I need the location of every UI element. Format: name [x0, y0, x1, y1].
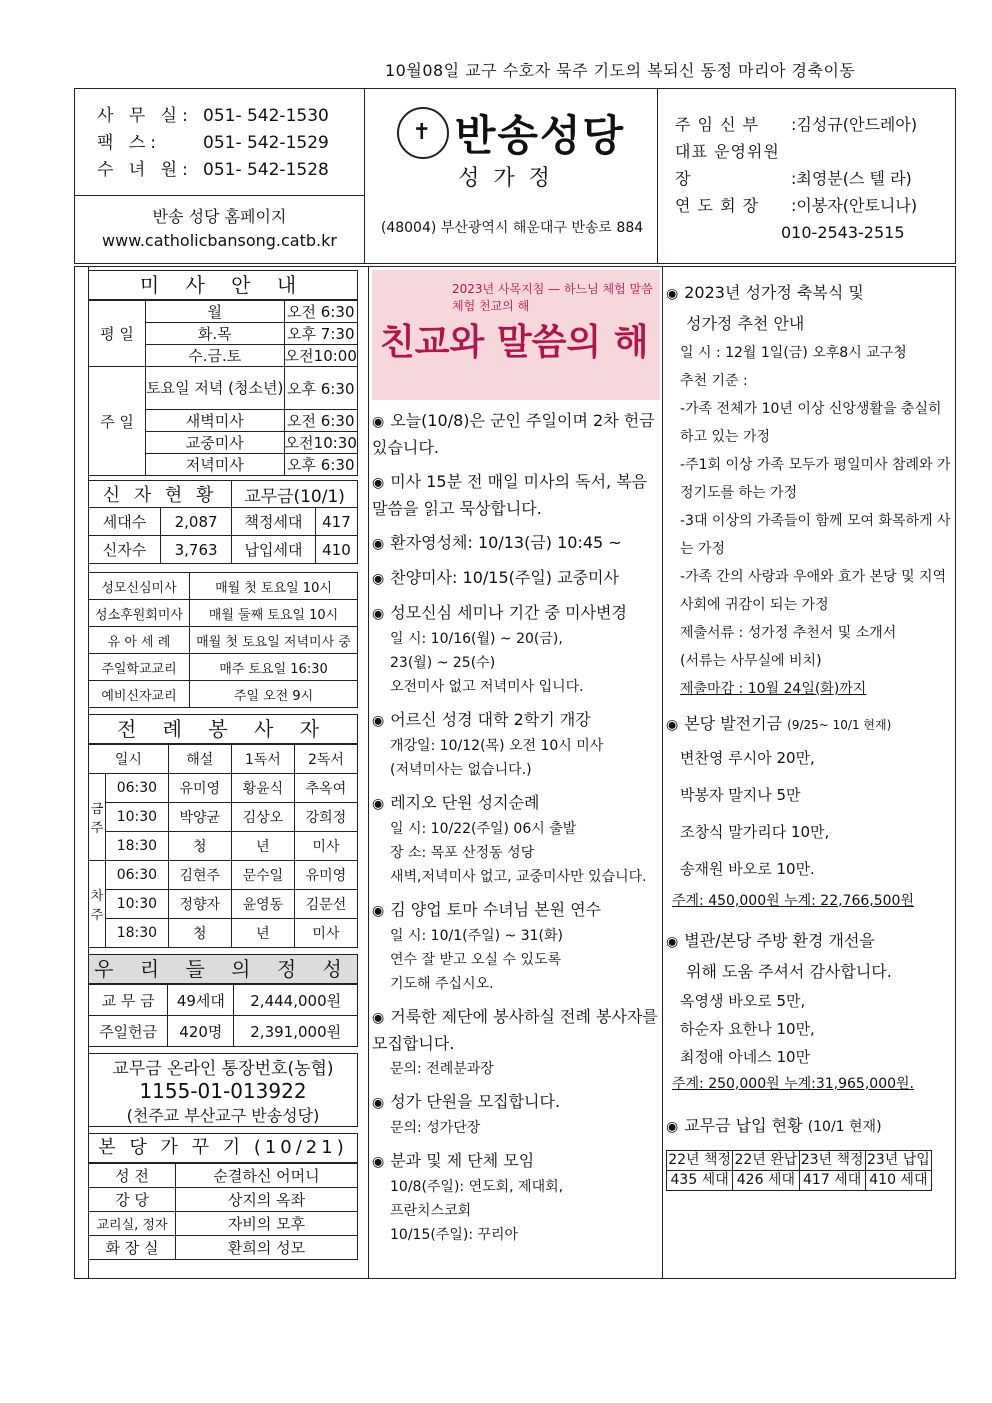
liturgy-cell: 윤영동	[231, 890, 294, 919]
homepage-url[interactable]: www.catholicbansong.catb.kr	[102, 231, 337, 250]
schedule-name: 성모신심미사	[89, 573, 190, 600]
mass-time: 오전 6:30	[284, 301, 357, 323]
bank-box	[88, 1053, 358, 1127]
notice-line: 23(월) ~ 25(수)	[390, 655, 496, 671]
liturgy-cell: 청	[168, 832, 231, 861]
notice-title: 어르신 성경 대학 2학기 개강	[390, 710, 591, 729]
bullet-icon: ◉	[372, 571, 385, 587]
mass-day: 새벽미사	[146, 410, 285, 432]
decoration-place: 성 전	[89, 1164, 176, 1188]
dues-value: 410 세대	[865, 1171, 931, 1191]
bank-number: 1155-01-013922	[139, 1079, 307, 1103]
notice-title: 김 양업 토마 수녀님 본원 연수	[390, 900, 602, 919]
schedule-name: 주일학교교리	[89, 654, 190, 681]
mass-time: 오전10:30	[284, 432, 357, 454]
liturgy-header: 2독서	[294, 745, 357, 774]
notice-title: 거룩한 제단에 봉사하실 전례 봉사자를 모집합니다.	[372, 1007, 658, 1053]
bullet-icon: ◉	[372, 1095, 385, 1111]
dues-value: 426 세대	[733, 1171, 799, 1191]
homepage-info	[75, 205, 364, 253]
notice-line: 문의: 전례분과장	[390, 1061, 494, 1077]
decoration-name: 환희의 성모	[176, 1236, 358, 1260]
schedule-time: 매월 첫 토요일 저녁미사 중	[190, 627, 358, 654]
fund-line: 변찬영 루시아 20만,	[680, 749, 815, 767]
offering-cell: 교 무 금	[89, 985, 168, 1016]
banner-title: 친교와 말씀의 해	[380, 322, 649, 363]
notice-title: 분과 및 제 단체 모임	[390, 1151, 535, 1170]
feast-line: 10월08일 교구 수호자 묵주 기도의 복되신 동정 마리아 경축이동	[385, 61, 856, 80]
fund-line: 박봉자 말지나 5만	[680, 786, 801, 804]
status-cell: 책정세대	[232, 508, 316, 536]
church-logo	[365, 103, 657, 192]
fund-line: 조창식 말가리다 10만,	[680, 823, 830, 841]
notice-line: 프란치스코회	[390, 1203, 472, 1219]
dues-date: (10/1 현재)	[807, 1119, 882, 1135]
membership-table	[88, 480, 358, 564]
liturgy-cell: 유미영	[168, 774, 231, 803]
year-theme-banner	[372, 270, 660, 400]
family-line: 추천 기준 :	[680, 373, 748, 389]
mass-time: 오후 7:30	[284, 323, 357, 345]
mass-title: 미 사 안 내	[88, 270, 358, 300]
mass-time: 오후 6:30	[284, 367, 357, 410]
liturgy-table	[88, 744, 358, 948]
family-title: 2023년 성가정 축복식 및	[684, 283, 864, 302]
notice-item	[372, 530, 660, 557]
bullet-icon: ◉	[666, 1119, 679, 1135]
fund-line: 송재원 바오로 10만.	[680, 860, 815, 878]
church-name: 반송성당	[454, 111, 626, 160]
family-deadline: 제출마감 : 10월 24일(화)까지	[680, 681, 867, 697]
mass-day: 토요일 저녁 (청소년)	[146, 367, 285, 410]
bullet-icon: ◉	[372, 713, 385, 729]
notice-title: 성가 단원을 모집합니다.	[390, 1092, 561, 1111]
offering-cell: 2,391,000원	[234, 1016, 358, 1047]
liturgy-title: 전 례 봉 사 자	[88, 714, 358, 744]
decoration-title: 본 당 가 꾸 기 (10/21)	[88, 1133, 358, 1163]
notice-item	[372, 408, 660, 461]
decoration-place: 교리실, 정자	[89, 1212, 176, 1236]
liturgy-cell: 년	[231, 832, 294, 861]
decoration-table	[88, 1163, 358, 1260]
dues-title: 교무금 납입 현황	[684, 1116, 803, 1135]
bullet-icon: ◉	[372, 475, 385, 491]
liturgy-cell: 추옥여	[294, 774, 357, 803]
office-label: 사 무 실:	[97, 106, 193, 126]
left-column	[88, 270, 358, 1260]
mass-time: 오전 6:30	[284, 410, 357, 432]
bullet-icon: ◉	[372, 414, 385, 430]
bulletin-subtitle: 성가정	[458, 165, 564, 191]
decoration-place: 화 장 실	[89, 1236, 176, 1260]
bullet-icon: ◉	[372, 606, 385, 622]
liturgy-cell: 18:30	[106, 919, 169, 948]
family-title2: 성가정 추천 안내	[686, 314, 805, 333]
dues-header: 22년 책정	[667, 1151, 733, 1171]
bullet-icon: ◉	[666, 286, 679, 302]
bullet-icon: ◉	[372, 796, 385, 812]
fax-number: 051- 542-1529	[203, 133, 329, 153]
notice-title: 오늘(10/8)은 군인 주일이며 2차 헌금 있습니다.	[372, 411, 655, 457]
status-cell: 세대수	[89, 508, 161, 536]
next-week-label: 차주	[89, 861, 106, 948]
church-address: (48004) 부산광역시 해운대구 반송로 884	[380, 220, 644, 236]
notice-line: (저녁미사는 없습니다.)	[390, 762, 532, 778]
liturgy-cell: 김문선	[294, 890, 357, 919]
notice-item	[372, 565, 660, 592]
schedule-table	[88, 572, 358, 708]
status-cell: 신자수	[89, 536, 161, 564]
church-emblem-icon: ✝	[397, 107, 449, 159]
staff-label: 연 도 회 장	[675, 196, 760, 215]
notice-item	[372, 790, 660, 889]
status-cell: 410	[315, 536, 357, 564]
notice-item	[372, 469, 660, 522]
staff-phone: 010-2543-2515	[781, 223, 905, 242]
notice-line: 장 소: 목포 산정동 성당	[390, 845, 535, 861]
offering-cell: 주일헌금	[89, 1016, 168, 1047]
notice-title: 레지오 단원 성지순례	[390, 793, 540, 812]
notice-line: 기도해 주십시오.	[390, 976, 494, 992]
liturgy-cell: 유미영	[294, 861, 357, 890]
sunday-label: 주 일	[89, 367, 146, 476]
liturgy-cell: 10:30	[106, 803, 169, 832]
bank-title: 교무금 온라인 통장번호(농협)	[112, 1059, 334, 1079]
mass-day: 교중미사	[146, 432, 285, 454]
offering-title: 우 리 들 의 정 성	[88, 954, 358, 984]
status-cell: 3,763	[161, 536, 232, 564]
mass-day: 월	[146, 301, 285, 323]
notice-line: 오전미사 없고 저녁미사 입니다.	[390, 679, 584, 695]
liturgy-cell: 청	[168, 919, 231, 948]
staff-label: 대표 운영위원장	[675, 142, 780, 188]
notice-title: 성모신심 세미나 기간 중 미사변경	[390, 603, 627, 622]
status-cell: 납입세대	[232, 536, 316, 564]
fund-period: (9/25~ 10/1 현재)	[787, 718, 892, 732]
notice-item	[372, 1089, 660, 1140]
kitchen-line: 최정애 아네스 10만	[680, 1048, 811, 1066]
right-column	[666, 278, 952, 1191]
family-line: -3대 이상의 가족들이 함께 모여 화목하게 사는 가정	[680, 513, 951, 557]
header-box	[74, 88, 956, 264]
mass-day: 수.금.토	[146, 345, 285, 367]
liturgy-cell: 정향자	[168, 890, 231, 919]
liturgy-cell: 황윤식	[231, 774, 294, 803]
family-line: (서류는 사무실에 비치)	[680, 653, 822, 669]
notice-line: 문의: 성가단장	[390, 1120, 481, 1136]
liturgy-cell: 18:30	[106, 832, 169, 861]
decoration-name: 상지의 옥좌	[176, 1188, 358, 1212]
convent-phone: 051- 542-1528	[203, 160, 329, 180]
liturgy-cell: 년	[231, 919, 294, 948]
family-line: 일 시 : 12월 1일(금) 오후8시 교구청	[680, 345, 907, 361]
decoration-name: 순결하신 어머니	[176, 1164, 358, 1188]
mass-day: 화.목	[146, 323, 285, 345]
mass-table	[88, 300, 358, 476]
notice-line: 10/8(주일): 연도회, 제대회,	[390, 1179, 564, 1195]
liturgy-cell: 10:30	[106, 890, 169, 919]
dues-header: 23년 납입	[865, 1151, 931, 1171]
bullet-icon: ◉	[372, 1010, 385, 1026]
convent-label: 수 녀 원:	[97, 160, 193, 180]
liturgy-header: 일시	[89, 745, 169, 774]
notice-item	[372, 1004, 660, 1081]
liturgy-cell: 미사	[294, 919, 357, 948]
staff-name: :최영분(스 텔 라)	[791, 169, 912, 188]
offering-table	[88, 984, 358, 1047]
notice-line: 10/15(주일): 꾸리아	[390, 1227, 519, 1243]
this-week-label: 금주	[89, 774, 106, 861]
status-title2: 교무금(10/1)	[232, 481, 358, 508]
staff-name: :김성규(안드레아)	[791, 115, 918, 134]
kitchen-title2: 위해 도움 주셔서 감사합니다.	[686, 962, 892, 981]
notice-title: 미사 15분 전 매일 미사의 독서, 복음 말씀을 읽고 묵상합니다.	[372, 472, 648, 518]
family-line: 제출서류 : 성가정 추천서 및 소개서	[680, 625, 897, 641]
liturgy-cell: 박양균	[168, 803, 231, 832]
mass-day: 저녁미사	[146, 454, 285, 476]
notice-title: 찬양미사: 10/15(주일) 교중미사	[390, 568, 619, 587]
liturgy-header: 해설	[168, 745, 231, 774]
family-line: -주1회 이상 가족 모두가 평일미사 참례와 가정기도를 하는 가정	[680, 457, 951, 501]
middle-column	[372, 270, 660, 1247]
dues-header: 23년 책정	[799, 1151, 865, 1171]
bullet-icon: ◉	[372, 903, 385, 919]
decoration-place: 강 당	[89, 1188, 176, 1212]
schedule-time: 주일 오전 9시	[190, 681, 358, 708]
notice-item	[372, 600, 660, 699]
status-cell: 2,087	[161, 508, 232, 536]
notice-line: 일 시: 10/16(월) ~ 20(금),	[390, 631, 563, 647]
liturgy-cell: 문수일	[231, 861, 294, 890]
schedule-time: 매월 둘째 토요일 10시	[190, 600, 358, 627]
bullet-icon: ◉	[372, 536, 385, 552]
dues-value: 435 세대	[667, 1171, 733, 1191]
fund-title: 본당 발전기금	[684, 714, 783, 733]
liturgy-cell: 김현주	[168, 861, 231, 890]
kitchen-line: 옥영생 바오로 5만,	[680, 992, 806, 1010]
liturgy-cell: 06:30	[106, 774, 169, 803]
kitchen-title: 별관/본당 주방 환경 개선을	[684, 931, 875, 950]
decoration-name: 자비의 모후	[176, 1212, 358, 1236]
offering-cell: 420명	[168, 1016, 234, 1047]
kitchen-line: 하순자 요한나 10만,	[680, 1020, 815, 1038]
mass-time: 오전10:00	[284, 345, 357, 367]
liturgy-cell: 06:30	[106, 861, 169, 890]
liturgy-header: 1독서	[231, 745, 294, 774]
family-line: -가족 전체가 10년 이상 신앙생활을 충실히 하고 있는 가정	[680, 401, 942, 445]
bullet-icon: ◉	[666, 717, 679, 733]
notice-line: 개강일: 10/12(목) 오전 10시 미사	[390, 738, 604, 754]
kitchen-total: 주계: 250,000원 누계:31,965,000원.	[672, 1076, 914, 1092]
mass-time: 오후 6:30	[284, 454, 357, 476]
bullet-icon: ◉	[666, 934, 679, 950]
bank-owner: (천주교 부산교구 반송성당)	[126, 1106, 320, 1125]
liturgy-cell: 김상오	[231, 803, 294, 832]
staff-label: 주 임 신 부	[675, 115, 760, 134]
weekday-label: 평 일	[89, 301, 146, 367]
dues-value: 417 세대	[799, 1171, 865, 1191]
family-line: -가족 간의 사랑과 우애와 효가 본당 및 지역사회에 귀감이 되는 가정	[680, 569, 947, 613]
schedule-time: 매주 토요일 16:30	[190, 654, 358, 681]
notice-title: 환자영성체: 10/13(금) 10:45 ~	[390, 533, 622, 552]
offering-cell: 2,444,000원	[234, 985, 358, 1016]
fund-total: 주계: 450,000원 누계: 22,766,500원	[672, 893, 914, 909]
office-phone: 051- 542-1530	[203, 106, 329, 126]
notice-line: 일 시: 10/1(주일) ~ 31(화)	[390, 928, 563, 944]
schedule-name: 예비신자교리	[89, 681, 190, 708]
staff-name: :이봉자(안토니나)	[791, 196, 918, 215]
homepage-label: 반송 성당 홈페이지	[152, 207, 287, 226]
notice-item	[372, 1148, 660, 1247]
liturgy-cell: 미사	[294, 832, 357, 861]
schedule-time: 매월 첫 토요일 10시	[190, 573, 358, 600]
notice-item	[372, 707, 660, 782]
bullet-icon: ◉	[372, 1154, 385, 1170]
offering-cell: 49세대	[168, 985, 234, 1016]
dues-header: 22년 완납	[733, 1151, 799, 1171]
notice-item	[372, 897, 660, 996]
notice-line: 연수 잘 받고 오실 수 있도록	[390, 952, 562, 968]
schedule-name: 성소후원회미사	[89, 600, 190, 627]
liturgy-cell: 강희정	[294, 803, 357, 832]
contact-info	[97, 103, 329, 184]
fax-label: 팩 스:	[97, 133, 161, 153]
dues-table	[666, 1150, 932, 1191]
status-cell: 417	[315, 508, 357, 536]
notice-line: 일 시: 10/22(주일) 06시 출발	[390, 821, 577, 837]
status-title: 신 자 현 황	[89, 481, 232, 508]
schedule-name: 유 아 세 례	[89, 627, 190, 654]
banner-caption: 2023년 사목지침 — 하느님 체험 말씀 체험 천교의 해	[452, 282, 653, 313]
staff-list	[675, 111, 917, 246]
notice-line: 새벽,저녁미사 없고, 교중미사만 있습니다.	[390, 869, 647, 885]
